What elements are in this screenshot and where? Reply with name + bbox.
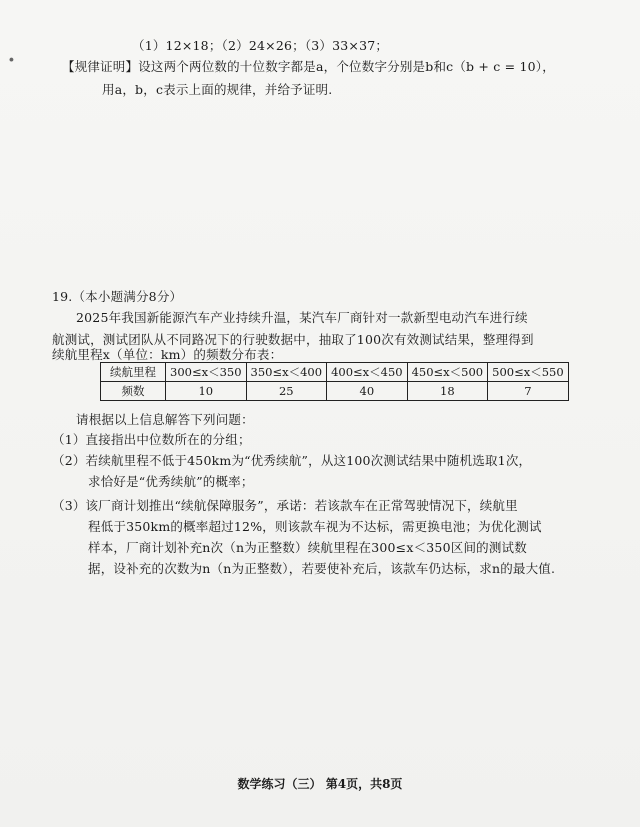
part-3-line-1: （3）该厂商计划推出“续航保障服务”，承诺：若该款车在正常驾驶情况下，续航里 (52, 498, 518, 513)
frequency-cell: 40 (327, 382, 408, 401)
frequency-cell: 7 (488, 382, 569, 401)
table-row-label: 续航里程 (101, 363, 166, 382)
frequency-cell: 25 (246, 382, 327, 401)
interval-cell: 500≤x＜550 (488, 363, 569, 382)
question-19-intro-3: 续航里程x（单位：km）的频数分布表： (52, 347, 283, 362)
frequency-cell: 18 (407, 382, 488, 401)
table-freq-label: 频数 (101, 382, 166, 401)
interval-cell: 400≤x＜450 (327, 363, 408, 382)
proof-line-1: 【规律证明】设这两个两位数的十位数字都是a，个位数字分别是b和c（b + c = 10）， (62, 59, 555, 74)
frequency-table (100, 362, 569, 401)
part-1: （1）直接指出中位数所在的分组； (52, 432, 251, 447)
frequency-cell: 10 (166, 382, 247, 401)
interval-cell: 350≤x＜400 (246, 363, 327, 382)
part-2-line-1: （2）若续航里程不低于450km为“优秀续航”，从这100次测试结果中随机选取1次， (52, 453, 532, 468)
instruction-line: 请根据以上信息解答下列问题： (76, 412, 254, 427)
interval-cell: 300≤x＜350 (166, 363, 247, 382)
proof-line-2: 用a，b，c表示上面的规律，并给予证明. (102, 82, 333, 97)
question-19-header: 19.（本小题满分8分） (52, 289, 183, 304)
part-2-line-2: 求恰好是“优秀续航”的概率； (88, 474, 254, 489)
table-row-range (101, 363, 569, 382)
part-3-line-2: 程低于350km的概率超过12%，则该款车视为不达标，需更换电池；为优化测试 (88, 519, 542, 534)
page-footer: 数学练习（三） 第4页，共8页 (237, 777, 403, 791)
part-3-line-3: 样本，厂商计划补充n次（n为正整数）续航里程在300≤x＜350区间的测试数 (88, 540, 527, 555)
question-19-intro-1: 2025年我国新能源汽车产业持续升温，某汽车厂商针对一款新型电动汽车进行续 (76, 310, 528, 325)
table-row-frequency (101, 382, 569, 401)
products-line: （1）12×18；（2）24×26；（3）33×37； (132, 38, 389, 53)
binding-mark: ∙ (8, 52, 15, 68)
interval-cell: 450≤x＜500 (407, 363, 488, 382)
part-3-line-4: 据，设补充的次数为n（n为正整数），若要使补充后，该款车仍达标，求n的最大值. (88, 561, 556, 576)
question-19-intro-2: 航测试，测试团队从不同路况下的行驶数据中，抽取了100次有效测试结果，整理得到 (52, 332, 534, 347)
